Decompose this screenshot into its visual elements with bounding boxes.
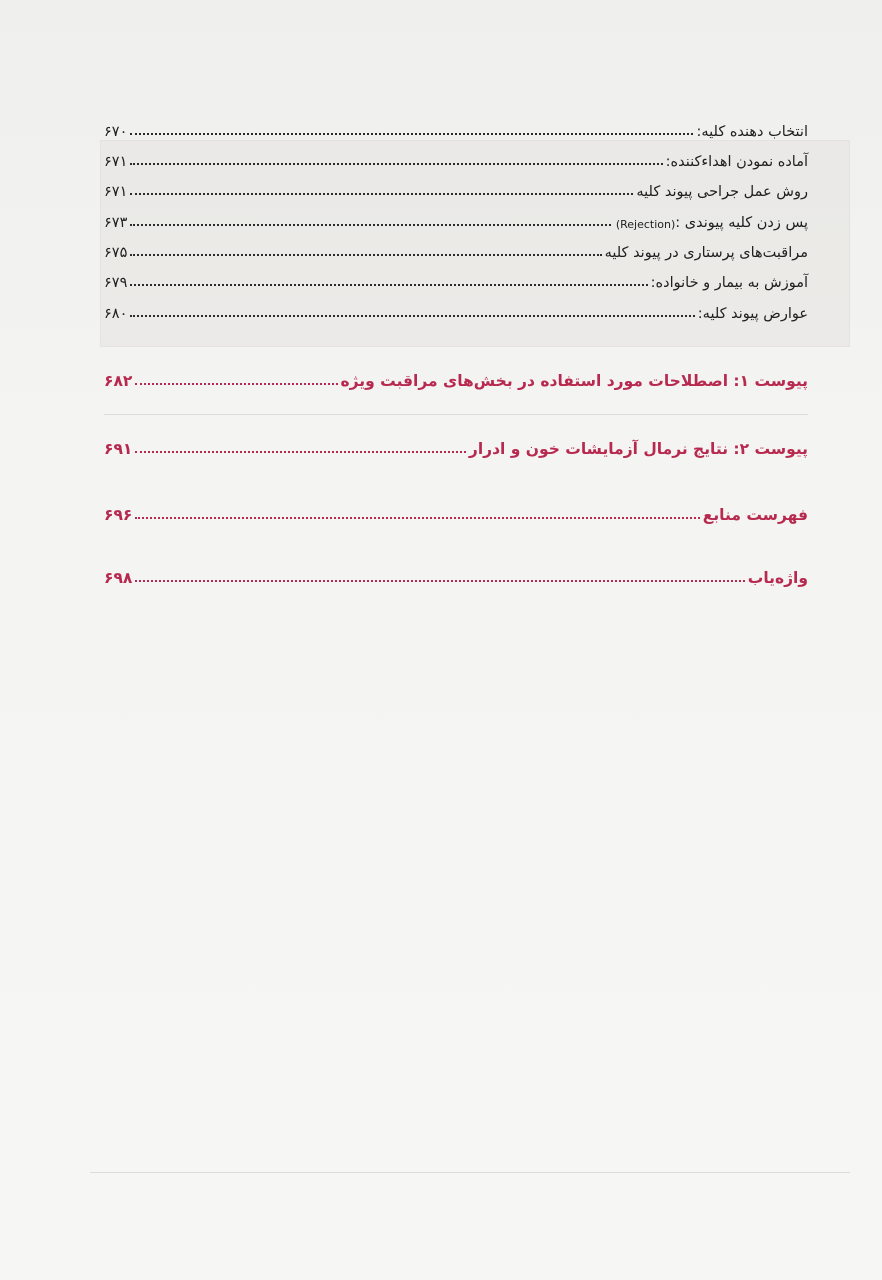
dot-leader [130, 253, 601, 256]
toc-entry-title: واژه‌یاب [747, 569, 808, 587]
dot-leader [130, 192, 633, 195]
dot-leader [135, 579, 744, 582]
toc-entry-page: ۶۹۶ [104, 506, 133, 524]
toc-entry-title: مراقبت‌های پرستاری در پیوند کلیه [604, 245, 808, 261]
toc-entry-page: ۶۸۰ [104, 306, 128, 322]
toc-entry [104, 306, 808, 322]
dot-leader [130, 162, 662, 165]
dot-leader [135, 382, 337, 385]
toc-entry-page: ۶۹۱ [104, 440, 133, 458]
toc-entry-page: ۶۸۲ [104, 372, 133, 390]
toc-entry-title: پس زدن کلیه پیوندی : [675, 215, 808, 231]
toc-entry-page: ۶۷۱ [104, 184, 128, 200]
toc-entry [104, 245, 808, 261]
toc-entry [104, 275, 808, 291]
toc-entry-title: آموزش به بیمار و خانواده: [650, 275, 808, 291]
toc-entry-latin-term: (Rejection) [615, 218, 676, 231]
toc-entry-title: روش عمل جراحی پیوند کلیه [636, 184, 808, 200]
toc-entry-page: ۶۷۱ [104, 154, 128, 170]
bleed-through-rule [90, 1172, 850, 1173]
toc-entry [104, 124, 808, 140]
toc-entry [104, 154, 808, 170]
toc-main-entry [104, 569, 808, 587]
toc-entry-title: فهرست منابع [702, 506, 808, 524]
toc-entry-page: ۶۷۹ [104, 275, 128, 291]
toc-main-entry [104, 506, 808, 524]
toc-main-entry [104, 372, 808, 390]
dot-leader [135, 516, 699, 519]
toc-entry-page: ۶۹۸ [104, 569, 133, 587]
toc-entry [104, 184, 808, 200]
dot-leader [130, 223, 610, 226]
toc-entry-page: ۶۷۰ [104, 124, 128, 140]
toc-main-entry [104, 440, 808, 458]
toc-entry-title: پیوست ۱: اصطلاحات مورد استفاده در بخش‌های مراقبت ویژه [340, 372, 808, 390]
bleed-through-rule [104, 414, 808, 415]
dot-leader [130, 314, 694, 317]
toc-entry-title: انتخاب دهنده کلیه: [696, 124, 808, 140]
toc-entry-title: پیوست ۲: نتایج نرمال آزمایشات خون و ادرار [468, 440, 808, 458]
toc-entry-page: ۶۷۳ [104, 215, 128, 231]
dot-leader [130, 283, 647, 286]
toc-entry-title: آماده نمودن اهداءکننده: [665, 154, 808, 170]
dot-leader [130, 132, 693, 135]
toc-entry [104, 215, 808, 231]
dot-leader [135, 450, 466, 453]
toc-entry-page: ۶۷۵ [104, 245, 128, 261]
toc-entry-title: عوارض پیوند کلیه: [697, 306, 808, 322]
